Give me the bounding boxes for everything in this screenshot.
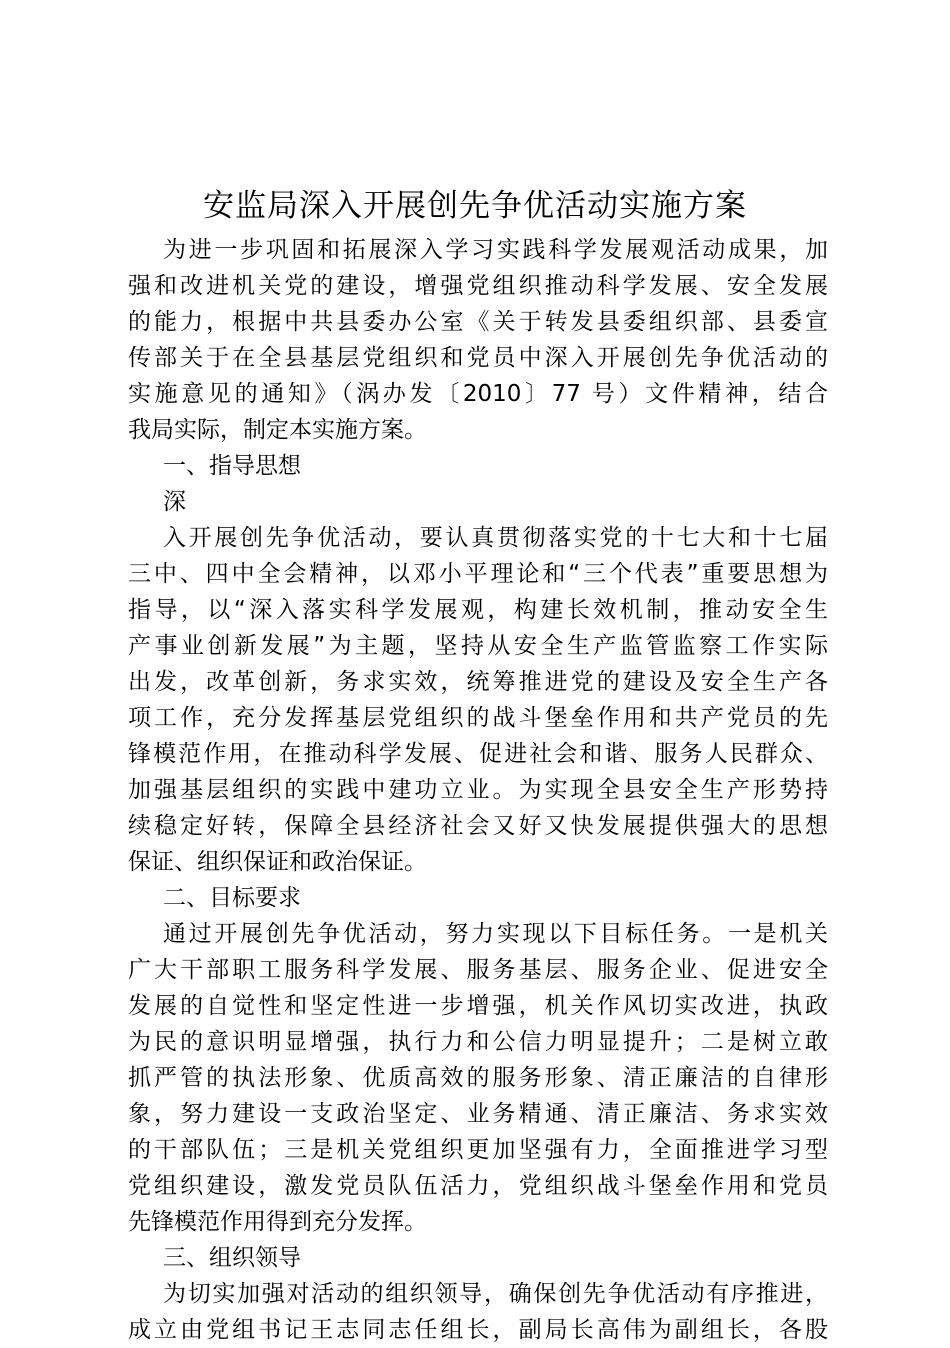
paragraph-line: 三中、四中全会精神，以邓小平理论和“三个代表”重要思想为 [128,561,828,587]
paragraph-line: 广大干部职工服务科学发展、服务基层、服务企业、促进安全 [128,957,828,983]
paragraph-line: 项工作，充分发挥基层党组织的战斗堡垒作用和共产党员的先 [128,705,828,731]
section-heading: 二、目标要求 [163,885,301,911]
paragraph-line: 传部关于在全县基层党组织和党员中深入开展创先争优活动的 [128,345,828,371]
paragraph-line: 为民的意识明显增强，执行力和公信力明显提升；二是树立敢 [128,1029,828,1055]
paragraph-line: 出发，改革创新，务求实效，统筹推进党的建设及安全生产各 [128,669,828,695]
paragraph-line: 续稳定好转，保障全县经济社会又好又快发展提供强大的思想 [128,813,828,839]
paragraph-line: 加强基层组织的实践中建功立业。为实现全县安全生产形势持 [128,777,828,803]
paragraph-line: 成立由党组书记王志同志任组长，副局长高伟为副组长，各股 [128,1317,828,1343]
paragraph-line: 为切实加强对活动的组织领导，确保创先争优活动有序推进， [163,1281,828,1307]
section-heading: 三、组织领导 [163,1245,301,1271]
paragraph-line: 产事业创新发展”为主题，坚持从安全生产监管监察工作实际 [128,633,828,659]
paragraph-line: 党组织建设，激发党员队伍活力，党组织战斗堡垒作用和党员 [128,1173,828,1199]
paragraph-line: 实施意见的通知》（涡办发〔2010〕77 号）文件精神，结合 [128,381,828,407]
paragraph-line: 强和改进机关党的建设，增强党组织推动科学发展、安全发展 [128,273,828,299]
paragraph-line: 发展的自觉性和坚定性进一步增强，机关作风切实改进，执政 [128,993,828,1019]
paragraph-line: 抓严管的执法形象、优质高效的服务形象、清正廉洁的自律形 [128,1065,828,1091]
paragraph-line: 锋模范作用，在推动科学发展、促进社会和谐、服务人民群众、 [128,741,828,767]
paragraph-line: 为进一步巩固和拓展深入学习实践科学发展观活动成果，加 [163,237,828,263]
paragraph-line: 的能力，根据中共县委办公室《关于转发县委组织部、县委宣 [128,309,828,335]
paragraph-line: 先锋模范作用得到充分发挥。 [128,1209,427,1235]
paragraph-line: 通过开展创先争优活动，努力实现以下目标任务。一是机关 [163,921,828,947]
section-heading: 一、指导思想 [163,453,301,479]
paragraph-line: 的干部队伍；三是机关党组织更加坚强有力，全面推进学习型 [128,1137,828,1163]
paragraph-line: 深 [163,489,186,515]
paragraph-line: 保证、组织保证和政治保证。 [128,849,427,875]
paragraph-line: 入开展创先争优活动，要认真贯彻落实党的十七大和十七届 [163,525,828,551]
document-title: 安监局深入开展创先争优活动实施方案 [203,188,747,224]
paragraph-line: 我局实际，制定本实施方案。 [128,417,427,443]
paragraph-line: 象，努力建设一支政治坚定、业务精通、清正廉洁、务求实效 [128,1101,828,1127]
paragraph-line: 指导，以“深入落实科学发展观，构建长效机制，推动安全生 [128,597,828,623]
